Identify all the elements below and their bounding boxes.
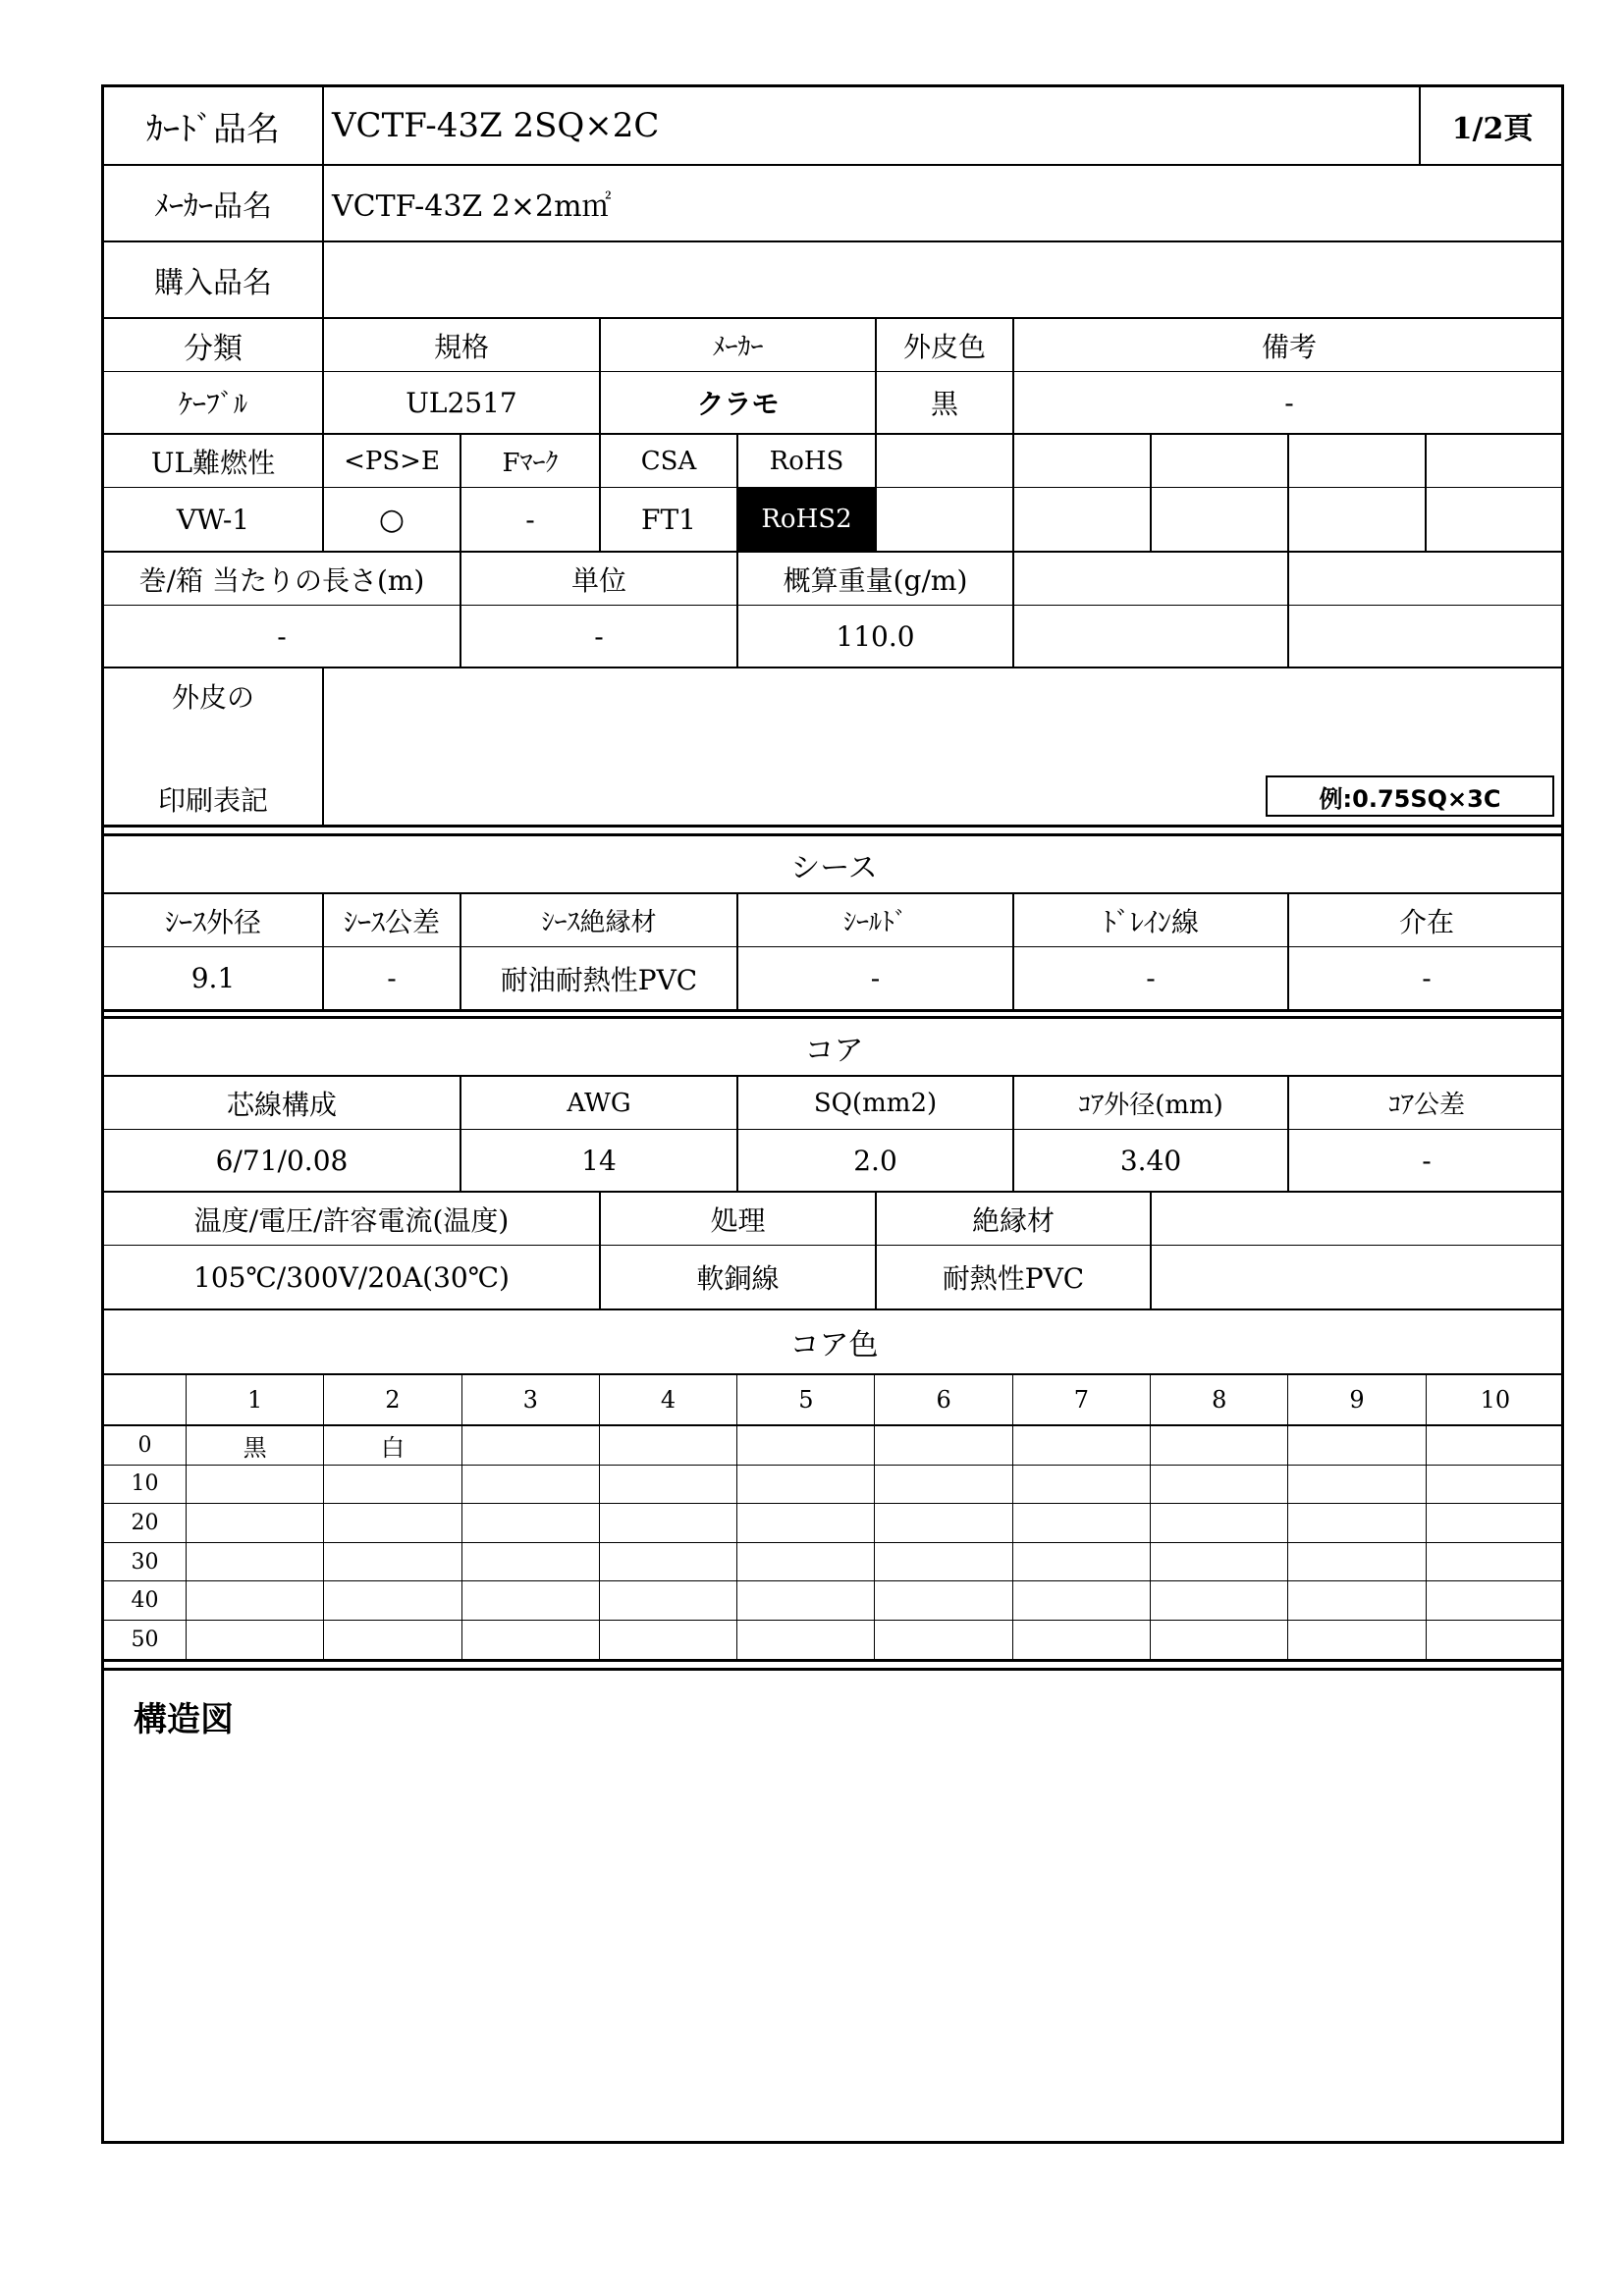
treatment-value: 軟銅線 [601, 1246, 877, 1308]
sq-header: SQ(mm2) [738, 1077, 1014, 1129]
core-tol-value: - [1422, 1144, 1432, 1177]
rohs-value: RoHS2 [738, 488, 877, 551]
maker-name-label: ﾒｰｶｰ品名 [104, 166, 324, 240]
core-title: コア [804, 1033, 864, 1068]
core-color-row [104, 1426, 1561, 1466]
length-per-reel-header: 巻/箱 当たりの長さ(m) [104, 553, 461, 605]
core-color-cell [324, 1581, 461, 1620]
core-color-cell [876, 1426, 1013, 1465]
insulation-value: 耐熱性PVC [877, 1246, 1152, 1308]
blank-cell [1289, 435, 1427, 487]
core-color-col-header: 6 [876, 1375, 1013, 1424]
core-color-cell [1151, 1621, 1288, 1660]
core-color-cell [1288, 1621, 1426, 1660]
blank-cell [1289, 488, 1427, 551]
sheath-header-row [104, 894, 1561, 947]
spec-sheet [101, 84, 1564, 2144]
core-color-title-row [104, 1310, 1561, 1375]
core-color-cell [1151, 1504, 1288, 1542]
sheath-insulation-value: 耐油耐熱性PVC [461, 947, 738, 1009]
print-marking-value [324, 668, 1564, 825]
length-value-row [104, 606, 1561, 668]
core-color-cell [1013, 1466, 1151, 1504]
blank-cell [877, 435, 1014, 487]
core-color-cell [1288, 1426, 1426, 1465]
ul-flame-header: UL難燃性 [104, 435, 324, 487]
blank-cell [1152, 1246, 1564, 1308]
purchase-name-row [104, 242, 1561, 319]
awg-header: AWG [461, 1077, 738, 1129]
core-color-cell [324, 1621, 461, 1660]
core-color-col-header: 1 [187, 1375, 324, 1424]
jacket-color-value: 黒 [877, 372, 1014, 433]
sq-value: 2.0 [738, 1130, 1014, 1191]
core-color-cell [1151, 1426, 1288, 1465]
blank-cell [1427, 435, 1564, 487]
core-color-cell [1427, 1581, 1564, 1620]
core-color-corner [104, 1375, 187, 1424]
core-header-row [104, 1077, 1561, 1130]
card-name-row [104, 87, 1561, 166]
core-color-row-label: 30 [104, 1543, 187, 1581]
strand-config-value: 6/71/0.08 [104, 1130, 461, 1191]
certification-value-row [104, 488, 1561, 553]
core-color-cell [737, 1504, 875, 1542]
strand-config-header: 芯線構成 [104, 1077, 461, 1129]
remarks-header: 備考 [1261, 330, 1317, 363]
core-color-cell [1013, 1504, 1151, 1542]
core-color-cell [600, 1543, 737, 1581]
filler-value: - [1422, 962, 1432, 994]
core-color-cell [1427, 1621, 1564, 1660]
core-tol-header: ｺｱ公差 [1387, 1091, 1465, 1120]
core-color-cell [737, 1543, 875, 1581]
pse-value: ○ [324, 488, 461, 551]
page-number: 1/2頁 [1451, 112, 1534, 146]
core-color-row-label: 50 [104, 1621, 187, 1660]
core-color-title: コア色 [789, 1328, 879, 1362]
purchase-name-value [324, 242, 1564, 317]
core-color-row-label: 0 [104, 1426, 187, 1465]
weight-header: 概算重量(g/m) [738, 553, 1014, 605]
print-marking-label [104, 668, 324, 825]
core-color-cell [1427, 1426, 1564, 1465]
standard-header: 規格 [324, 319, 601, 371]
core-color-cell [1013, 1543, 1151, 1581]
weight-value: 110.0 [738, 606, 1014, 667]
core-color-cell [462, 1504, 600, 1542]
classification-value-row [104, 372, 1561, 435]
core-od-header: ｺｱ外径(mm) [1014, 1077, 1289, 1129]
maker-value: クラモ [601, 372, 877, 433]
blank-cell [1014, 606, 1289, 667]
core-color-cell [462, 1581, 600, 1620]
length-per-reel-value: - [104, 606, 461, 667]
core-color-cell [876, 1621, 1013, 1660]
blank-cell [1289, 553, 1564, 605]
maker-name-value: VCTF-43Z 2×2m㎡ [332, 189, 612, 224]
core-color-col-header: 7 [1013, 1375, 1151, 1424]
core-color-cell [1288, 1543, 1426, 1581]
sheath-value-row [104, 947, 1561, 1012]
card-name-value: VCTF-43Z 2SQ×2C [324, 87, 1421, 164]
f-mark-header: Fﾏｰｸ [461, 435, 601, 487]
card-name-label: ｶｰﾄﾞ品名 [104, 87, 324, 164]
standard-value: UL2517 [324, 372, 601, 433]
blank-cell [1152, 488, 1289, 551]
sheath-tol-header: ｼｰｽ公差 [324, 894, 461, 946]
sheath-od-value: 9.1 [104, 947, 324, 1009]
classification-header-row [104, 319, 1561, 372]
core-color-cell [187, 1466, 324, 1504]
core-color-cell [187, 1543, 324, 1581]
core-color-col-header: 4 [600, 1375, 737, 1424]
core-color-cell [1288, 1466, 1426, 1504]
core-color-cell [876, 1543, 1013, 1581]
sheath-title-row [104, 833, 1561, 894]
core-color-cell [462, 1466, 600, 1504]
core-color-cell [1427, 1543, 1564, 1581]
unit-value: - [461, 606, 738, 667]
print-label-line2: 印刷表記 [157, 784, 268, 817]
core-color-cell [462, 1543, 600, 1581]
core-color-cell [1151, 1581, 1288, 1620]
blank-cell [877, 488, 1014, 551]
blank-cell [1014, 435, 1152, 487]
jacket-color-header: 外皮色 [877, 319, 1014, 371]
core-color-row [104, 1621, 1561, 1660]
f-mark-value: - [461, 488, 601, 551]
core-color-cell: 黒 [187, 1426, 324, 1465]
core-value-row [104, 1130, 1561, 1193]
print-marking-row [104, 668, 1561, 828]
core-color-cell [1427, 1466, 1564, 1504]
core-color-row [104, 1543, 1561, 1582]
rating-value: 105℃/300V/20A(30℃) [104, 1246, 601, 1308]
core-color-cell [1013, 1581, 1151, 1620]
blank-cell [1427, 488, 1564, 551]
core-color-cell [187, 1621, 324, 1660]
core-od-value: 3.40 [1014, 1130, 1289, 1191]
certification-header-row [104, 435, 1561, 488]
core-color-grid [104, 1375, 1561, 1662]
core-color-cell [737, 1581, 875, 1620]
blank-cell [1014, 488, 1152, 551]
drain-wire-value: - [1014, 947, 1289, 1009]
treatment-header: 処理 [601, 1193, 877, 1245]
core-color-cell [600, 1621, 737, 1660]
core-color-col-header: 5 [737, 1375, 875, 1424]
core-color-col-header: 9 [1288, 1375, 1426, 1424]
print-example: 例:0.75SQ×3C [1266, 775, 1554, 817]
core-color-col-header: 8 [1151, 1375, 1288, 1424]
core-color-row [104, 1504, 1561, 1543]
awg-value: 14 [461, 1130, 738, 1191]
unit-header: 単位 [461, 553, 738, 605]
core-color-cell [737, 1426, 875, 1465]
core-color-cell [462, 1426, 600, 1465]
purchase-name-label: 購入品名 [104, 242, 324, 317]
pse-header: <PS>E [324, 435, 461, 487]
core-color-cell [600, 1581, 737, 1620]
core-color-cell [1288, 1504, 1426, 1542]
blank-cell [1014, 553, 1289, 605]
insulation-header: 絶縁材 [877, 1193, 1152, 1245]
structure-diagram-title: 構造図 [134, 1700, 234, 1739]
core-color-cell [1151, 1466, 1288, 1504]
core-color-cell [737, 1621, 875, 1660]
csa-header: CSA [601, 435, 738, 487]
maker-name-row [104, 166, 1561, 242]
blank-cell [1289, 606, 1564, 667]
core-color-cell [324, 1466, 461, 1504]
blank-cell [1152, 435, 1289, 487]
core-color-row-label: 10 [104, 1466, 187, 1504]
rating-header: 温度/電圧/許容電流(温度) [104, 1193, 601, 1245]
core-color-cell [187, 1504, 324, 1542]
ul-flame-value: VW-1 [104, 488, 324, 551]
core-color-row [104, 1466, 1561, 1505]
shield-value: - [738, 947, 1014, 1009]
core-color-cell [1013, 1426, 1151, 1465]
drain-wire-header: ﾄﾞﾚｲﾝ線 [1014, 894, 1289, 946]
core-color-row-label: 40 [104, 1581, 187, 1620]
core-color-cell [1288, 1581, 1426, 1620]
shield-header: ｼｰﾙﾄﾞ [738, 894, 1014, 946]
blank-cell [1152, 1193, 1564, 1245]
core-color-cell [600, 1426, 737, 1465]
core-color-col-header: 2 [324, 1375, 461, 1424]
sheath-title: シース [790, 850, 878, 885]
core-color-row-label: 20 [104, 1504, 187, 1542]
core-color-cell [1013, 1621, 1151, 1660]
structure-diagram-area [104, 1668, 1561, 2141]
core-color-cell [187, 1581, 324, 1620]
filler-header: 介在 [1398, 905, 1454, 938]
core-color-cell [876, 1504, 1013, 1542]
length-header-row [104, 553, 1561, 606]
core-color-cell [324, 1543, 461, 1581]
core-color-cell [876, 1466, 1013, 1504]
core-color-cell [876, 1581, 1013, 1620]
core-header2-row [104, 1193, 1561, 1246]
core-color-col-header: 10 [1480, 1386, 1511, 1414]
core-color-cell [1151, 1543, 1288, 1581]
core-color-cell [737, 1466, 875, 1504]
core-color-cell [600, 1504, 737, 1542]
core-color-row [104, 1581, 1561, 1621]
remarks-value: - [1284, 386, 1294, 419]
core-color-cell [462, 1621, 600, 1660]
core-color-cell: 白 [324, 1426, 461, 1465]
csa-value: FT1 [601, 488, 738, 551]
classification-value: ｹｰﾌﾞﾙ [104, 372, 324, 433]
core-value2-row [104, 1246, 1561, 1310]
core-color-header-row [104, 1375, 1561, 1426]
core-title-row [104, 1016, 1561, 1077]
maker-header: ﾒｰｶｰ [601, 319, 877, 371]
core-color-cell [324, 1504, 461, 1542]
rohs-header: RoHS [738, 435, 877, 487]
classification-header: 分類 [104, 319, 324, 371]
core-color-cell [600, 1466, 737, 1504]
sheath-insulation-header: ｼｰｽ絶縁材 [461, 894, 738, 946]
core-color-col-header: 3 [462, 1375, 600, 1424]
sheath-tol-value: - [324, 947, 461, 1009]
sheath-od-header: ｼｰｽ外径 [104, 894, 324, 946]
core-color-cell [1427, 1504, 1564, 1542]
print-label-line1: 外皮の [171, 681, 254, 714]
